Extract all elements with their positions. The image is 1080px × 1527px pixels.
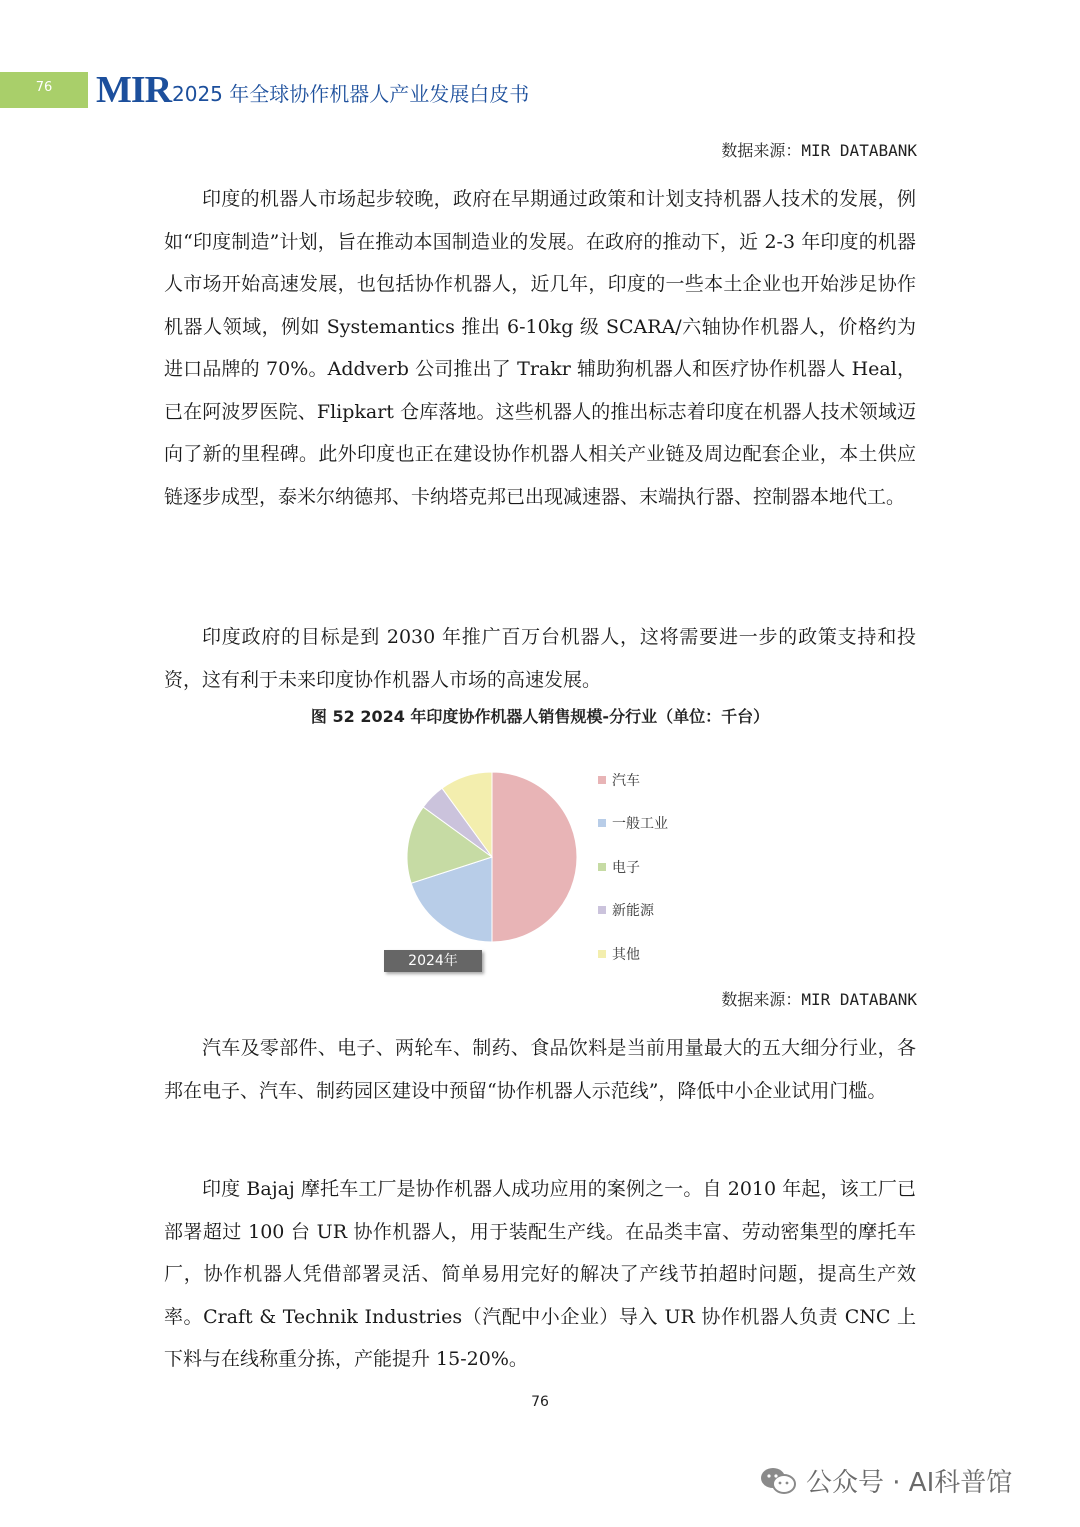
pie-slice — [492, 772, 577, 942]
legend-item — [598, 932, 668, 976]
legend-item — [598, 802, 668, 846]
legend-label: 一般工业 — [612, 816, 668, 833]
footer-page-number: 76 — [531, 1394, 549, 1410]
legend-swatch — [598, 906, 606, 914]
chart-category-label: 2024年 — [384, 950, 482, 972]
paragraph-bajaj-case: 印度 Bajaj 摩托车工厂是协作机器人成功应用的案例之一。自 2010 年起，该工厂已部署超过 100 台 UR 协作机器人，用于装配生产线。在品类丰富、劳动密集型的摩托车厂，协作机器人凭借部署灵活、简单易用完好的解决了产线节拍超时问题，提高生产效率。Craft & Technik Industries（汽配中小企业）导入 UR 协作机器人负责 CNC 上下料与在线称重分拣，产能提升 15-20%。 — [164, 1178, 916, 1370]
data-source-bottom: 数据来源：MIR DATABANK — [721, 990, 917, 1009]
legend-item — [598, 845, 668, 889]
mir-logo — [96, 70, 171, 110]
paragraph-industries: 汽车及零部件、电子、两轮车、制药、食品饮料是当前用量最大的五大细分行业，各邦在电子、汽车、制药园区建设中预留“协作机器人示范线”，降低中小企业试用门槛。 — [164, 1037, 916, 1102]
legend-label: 新能源 — [612, 903, 654, 920]
legend-label: 汽车 — [612, 772, 640, 789]
legend-swatch — [598, 863, 606, 871]
figure-caption: 图 52 2024 年印度协作机器人销售规模-分行业（单位：千台） — [310, 707, 770, 726]
chart-legend — [598, 758, 668, 976]
legend-item — [598, 758, 668, 802]
legend-swatch — [598, 819, 606, 827]
paragraph-india-market: 印度的机器人市场起步较晚，政府在早期通过政策和计划支持机器人技术的发展，例如“印度制造”计划，旨在推动本国制造业的发展。在政府的推动下，近 2-3 年印度的机器人市场开始高速发展，也包括协作机器人，近几年，印度的一些本土企业也开始涉足协作机器人领域，例如 Systemantics 推出 6-10kg 级 SCARA/六轴协作机器人，价格约为进口品牌的 70%。Addverb 公司推出了 Trakr 辅助狗机器人和医疗协作机器人 Heal，已在阿波罗医院、Flipkart 仓库落地。这些机器人的推出标志着印度在机器人技术领域迈向了新的里程碑。此外印度也正在建设协作机器人相关产业链及周边配套企业，本土供应链逐步成型，泰米尔纳德邦、卡纳塔克邦已出现减速器、末端执行器、控制器本地代工。 — [164, 188, 916, 508]
wechat-watermark — [760, 1462, 1012, 1499]
legend-label: 电子 — [612, 859, 640, 876]
mir-logo-text: MIR — [96, 69, 172, 111]
watermark-text: 公众号 · AI科普馆 — [806, 1468, 1013, 1498]
paragraph-india-goal: 印度政府的目标是到 2030 年推广百万台机器人，这将需要进一步的政策支持和投资，这有利于未来印度协作机器人市场的高速发展。 — [164, 626, 916, 691]
header-page-number: 76 — [35, 80, 53, 95]
header-title: 2025 年全球协作机器人产业发展白皮书 — [172, 82, 530, 106]
legend-swatch — [598, 950, 606, 958]
legend-item — [598, 889, 668, 933]
legend-label: 其他 — [612, 946, 640, 963]
data-source-top: 数据来源：MIR DATABANK — [721, 141, 917, 160]
legend-swatch — [598, 776, 606, 784]
wechat-icon — [760, 1466, 796, 1496]
